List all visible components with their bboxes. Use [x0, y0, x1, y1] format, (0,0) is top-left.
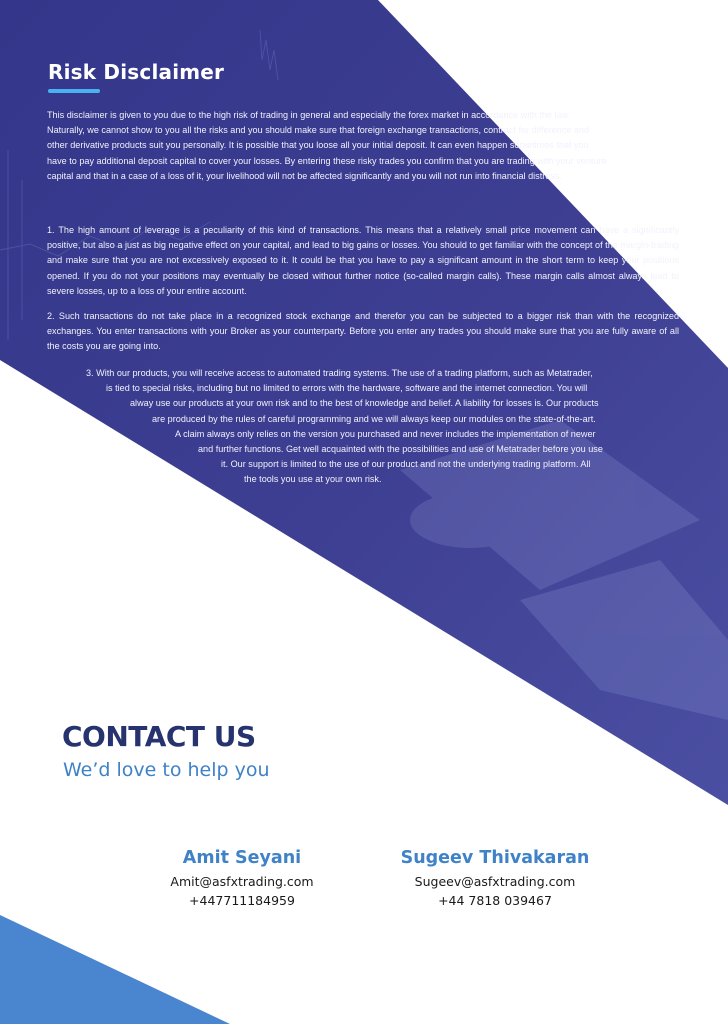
disclaimer-point-2: 2. Such transactions do not take place in a recognized stock exchange and therefor you can be subjected to a bigger risk than with the recognized exchanges. You enter transactions with your Broker as your counterparty. Before you enter any trades you should make sure that you are fully aware of all the costs you are going into. [47, 311, 679, 352]
contact-card-amit [142, 847, 342, 910]
contact-card-sugeev [382, 847, 608, 910]
point-3-line: A claim always only relies on the version you purchased and never includes the implementation of newer [175, 428, 596, 439]
contact-phone-link[interactable]: +447711184959 [189, 893, 295, 908]
contact-email-link[interactable]: Sugeev@asfxtrading.com [414, 874, 576, 889]
point-3-line: and further functions. Get well acquainted with the possibilities and use of Metatrader before you use [198, 444, 603, 455]
risk-disclaimer-title: Risk Disclaimer [48, 60, 225, 84]
point-3-line: it. Our support is limited to the use of our product and not the underlying trading platform. All [221, 459, 591, 470]
point-3-line: 3. With our products, you will receive access to automated trading systems. The use of a trading platform, such as Metatrader, [86, 368, 593, 378]
contact-name: Amit Seyani [182, 848, 302, 868]
contact-phone-link[interactable]: +44 7818 039467 [438, 893, 552, 908]
point-3-line: the tools you use at your own risk. [244, 474, 382, 485]
point-3-line: is tied to special risks, including but no limited to errors with the hardware, software and the internet connection. You will [106, 383, 588, 394]
contact-name: Sugeev Thivakaran [400, 848, 590, 868]
point-3-line: alway use our products at your own risk and to the best of knowledge and belief. A liability for losses is. Our products [130, 398, 599, 409]
contact-email-link[interactable]: Amit@asfxtrading.com [170, 874, 314, 889]
disclaimer-point-1: 1. The high amount of leverage is a peculiarity of this kind of transactions. This means that a relatively small price movement can have a significantly positive, but also a just as big negative effect on your capital, and lead to big gains or losses. You should to get familiar with the concept of the margin-trading and make sure that you are not excessively exposed to it. It could be that you have to pay a significant amount in the short term to keep your positions opened. If you do not your positions may eventually be closed without further notice (so-called margin calls). These margin calls almost always lead to severe losses, up to a loss of your entire account. [47, 225, 679, 296]
contact-us-heading: CONTACT US [62, 720, 256, 753]
disclaimer-intro-paragraph: This disclaimer is given to you due to the high risk of trading in general and especially the forex market in accordance with the law. Naturally, we cannot show to you all the risks and you should make sure that foreign exchange transactions, contract for difference and other derivative products suit you personally. It is possible that you loose all your initial deposit. It can even happen sometimes that you have to pay additional deposit capital to cover your losses. By entering these risky trades you confirm that you are trading with your venture capital and that in a case of a loss of it, your livelihood will not be affected significantly and you will not run into financial distress. [47, 110, 607, 181]
bottom-left-corner-shape [0, 915, 230, 1024]
title-underline [48, 89, 100, 93]
disclaimer-point-3 [78, 366, 680, 488]
point-3-line: are produced by the rules of careful programming and we will always keep our modules on the state-of-the-art. [152, 413, 596, 424]
contact-subheading: We’d love to help you [63, 759, 270, 781]
